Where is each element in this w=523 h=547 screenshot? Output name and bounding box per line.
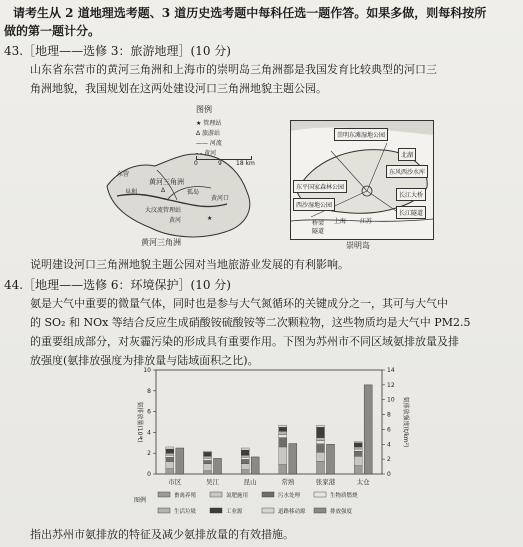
legend-swatch (210, 492, 222, 497)
right-map-box: 长江大桥 (396, 188, 426, 201)
legend-label: 排放强度 (330, 509, 353, 515)
y-tick-label: 2 (147, 450, 151, 458)
q44-header: 44.［地理——选修 6：环境保护］(10 分) (4, 278, 231, 292)
emission-bar-segment (279, 434, 287, 437)
y-tick-label: 6 (147, 408, 151, 416)
emission-bar-segment (279, 427, 287, 431)
instruction-line-2: 做的第一题计分。 (4, 24, 101, 38)
emission-bar-segment (279, 438, 287, 447)
legend-label: 道路移动源 (278, 509, 306, 515)
intensity-bar (214, 458, 222, 474)
emission-bar-segment (204, 471, 212, 474)
q43-paragraph-line-2: 角洲地貌，我国规划在这两处建设河口三角洲地貌主题公园。 (30, 82, 327, 95)
scale-label: 9 (218, 160, 222, 167)
svg-text:黄河口: 黄河口 (211, 195, 230, 202)
legend-swatch (210, 508, 222, 513)
emission-bar-segment (204, 452, 212, 456)
svg-text:大汶流管理站: 大汶流管理站 (145, 207, 182, 214)
y2-tick-label: 0 (387, 471, 391, 478)
right-map-box: 东平国家森林公园 (293, 180, 347, 193)
y-tick-label: 10 (143, 367, 151, 374)
intensity-bar (289, 444, 297, 474)
emission-bar-segment (241, 470, 249, 474)
category-label: 常熟 (281, 478, 295, 486)
right-map-box: 北湖 (398, 148, 416, 161)
category-label: 市区 (168, 478, 182, 486)
legend-label: 污水处理 (278, 493, 301, 499)
emission-bar-segment (204, 456, 212, 458)
right-map-box: 西沙湿地公园 (293, 198, 335, 211)
emission-bar-segment (354, 466, 362, 474)
emission-bar-segment (279, 447, 287, 465)
emission-bar-segment (354, 442, 362, 443)
q44-paragraph-line-1: 氨是大气中重要的微量气体，同时也是参与大气氮循环的关键成分之一，其可与大气中 (30, 297, 448, 310)
emission-bar-segment (317, 452, 325, 461)
q44-paragraph-line-4: 放强度(氨排放强度为排放量与陆域面积之比)。 (30, 354, 259, 367)
left-map-legend-item: ★ 管理站 (196, 120, 222, 127)
y2-tick-label: 4 (387, 441, 391, 449)
legend-title: 图例 (134, 497, 147, 504)
q44-paragraph-line-3: 的重要组成部分，对灰霾污染的形成具有重要作用。下图为苏州市不同区域氨排放量及排 (30, 335, 459, 348)
y2-tick-label: 10 (387, 396, 395, 404)
right-map-caption: 崇明岛 (346, 241, 370, 250)
svg-text:黄河: 黄河 (169, 217, 182, 224)
y-tick-label: 8 (147, 387, 151, 395)
emission-bar-segment (166, 449, 174, 453)
y2-tick-label: 8 (387, 411, 391, 419)
category-label: 昆山 (243, 478, 257, 486)
svg-text:★: ★ (207, 215, 213, 222)
emission-bar-segment (354, 443, 362, 447)
legend-label: 畜禽养殖 (174, 493, 197, 499)
legend-swatch (262, 508, 274, 513)
svg-text:垦利: 垦利 (125, 189, 138, 196)
emission-bar-segment (317, 444, 325, 452)
emission-bar-segment (166, 469, 174, 474)
y2-tick-label: 6 (387, 426, 391, 434)
intensity-bar (327, 444, 335, 474)
q44-paragraph-line-2: 的 SO₂ 和 NOx 等结合反应生成硝酸铵硫酸铵等二次颗粒物，这些物质均是大气中 PM2.5 (30, 316, 471, 329)
intensity-bar (176, 448, 184, 474)
emission-bar-segment (241, 450, 249, 455)
emission-bar-segment (166, 462, 174, 469)
yellow-river-delta-map (97, 100, 265, 248)
left-map-legend-item: —— 河流 (196, 140, 222, 147)
emission-bar-segment (166, 453, 174, 455)
y2-tick-label: 14 (387, 367, 395, 374)
svg-text:东营: 东营 (117, 171, 130, 178)
right-map-box: 东风西沙水库 (386, 165, 428, 178)
legend-swatch (262, 492, 274, 497)
emission-bar-segment (354, 447, 362, 449)
q43-paragraph-line-1: 山东省东营市的黄河三角洲和上海市的崇明岛三角洲都是我国发育比较典型的河口三 (30, 63, 437, 76)
q43-header: 43.［地理——选修 3：旅游地理］(10 分) (4, 44, 231, 58)
legend-label: 生活垃圾 (174, 509, 197, 515)
emission-bar-segment (204, 451, 212, 452)
q44-question: 指出苏州市氨排放的特征及减少氨排放量的有效措施。 (30, 528, 294, 541)
legend-label: 工业源 (226, 509, 243, 515)
legend-swatch (158, 508, 170, 513)
instruction-line-1: 请考生从 2 道地理选考题、3 道历史选考题中每科任选一题作答。如果多做，则每科按所 (13, 6, 487, 20)
right-map-legend-item: 隧道 (312, 228, 325, 235)
legend-label: 生物质燃烧 (330, 493, 358, 499)
left-map-caption: 黄河三角洲 (141, 238, 181, 247)
scale-label: 18 km (236, 160, 255, 167)
right-map-region-label: 上海 (334, 218, 347, 225)
svg-text:黄河三角洲: 黄河三角洲 (149, 178, 184, 186)
y2-tick-label: 2 (387, 456, 391, 464)
q43-question: 说明建设河口三角洲地貌主题公园对当地旅游业发展的有利影响。 (30, 258, 349, 271)
emission-bar-segment (279, 431, 287, 434)
right-map-box: 长江隧道 (396, 206, 426, 219)
emission-bar-segment (241, 459, 249, 463)
y-tick-label: 4 (147, 429, 151, 437)
legend-swatch (158, 492, 170, 497)
emission-bar-segment (279, 425, 287, 427)
left-map-legend-item: - - 黄河 (196, 150, 217, 157)
emission-bar-segment (354, 456, 362, 465)
legend-swatch (314, 492, 326, 497)
emission-bar-segment (317, 441, 325, 444)
y2-tick-label: 12 (387, 381, 395, 389)
emission-bar-segment (241, 448, 249, 450)
legend-label: 氮肥施用 (226, 493, 249, 499)
legend-swatch (314, 508, 326, 513)
intensity-bar (364, 385, 372, 474)
emission-bar-segment (166, 447, 174, 449)
ammonia-emission-chart (130, 362, 410, 522)
emission-bar-segment (317, 462, 325, 474)
svg-text:Δ: Δ (161, 187, 166, 194)
plot-frame (156, 370, 382, 474)
category-label: 太仓 (356, 478, 370, 486)
emission-bar-segment (317, 425, 325, 427)
emission-bar-segment (241, 455, 249, 457)
intensity-bar (251, 457, 259, 474)
emission-bar-segment (204, 460, 212, 463)
right-map-box: 崇明东滩湿地公园 (334, 128, 388, 141)
emission-bar-segment (241, 464, 249, 470)
right-map-region-label: 江苏 (360, 218, 373, 225)
emission-bar-segment (204, 458, 212, 460)
right-map-legend-item: 桥梁 (312, 220, 325, 227)
category-label: 吴江 (206, 478, 219, 486)
left-map-legend-item: Δ 旅游站 (196, 130, 221, 137)
y-tick-label: 0 (147, 471, 151, 478)
emission-bar-segment (241, 457, 249, 459)
emission-bar-segment (354, 451, 362, 456)
emission-bar-segment (317, 427, 325, 437)
scale-label: 0 (194, 160, 198, 167)
emission-bar-segment (279, 465, 287, 474)
emission-bar-segment (317, 438, 325, 441)
category-label: 张家港 (315, 478, 336, 486)
emission-bar-segment (166, 457, 174, 461)
y2-axis-label: 氨排放强度(t/km²) (402, 396, 409, 448)
svg-text:孤岛: 孤岛 (187, 189, 200, 196)
y-axis-label: 氨排放量(10⁴t) (136, 401, 143, 443)
left-map-legend-title: 图例 (196, 105, 212, 114)
emission-bar-segment (204, 464, 212, 471)
emission-bar-segment (354, 449, 362, 451)
emission-bar-segment (166, 455, 174, 457)
